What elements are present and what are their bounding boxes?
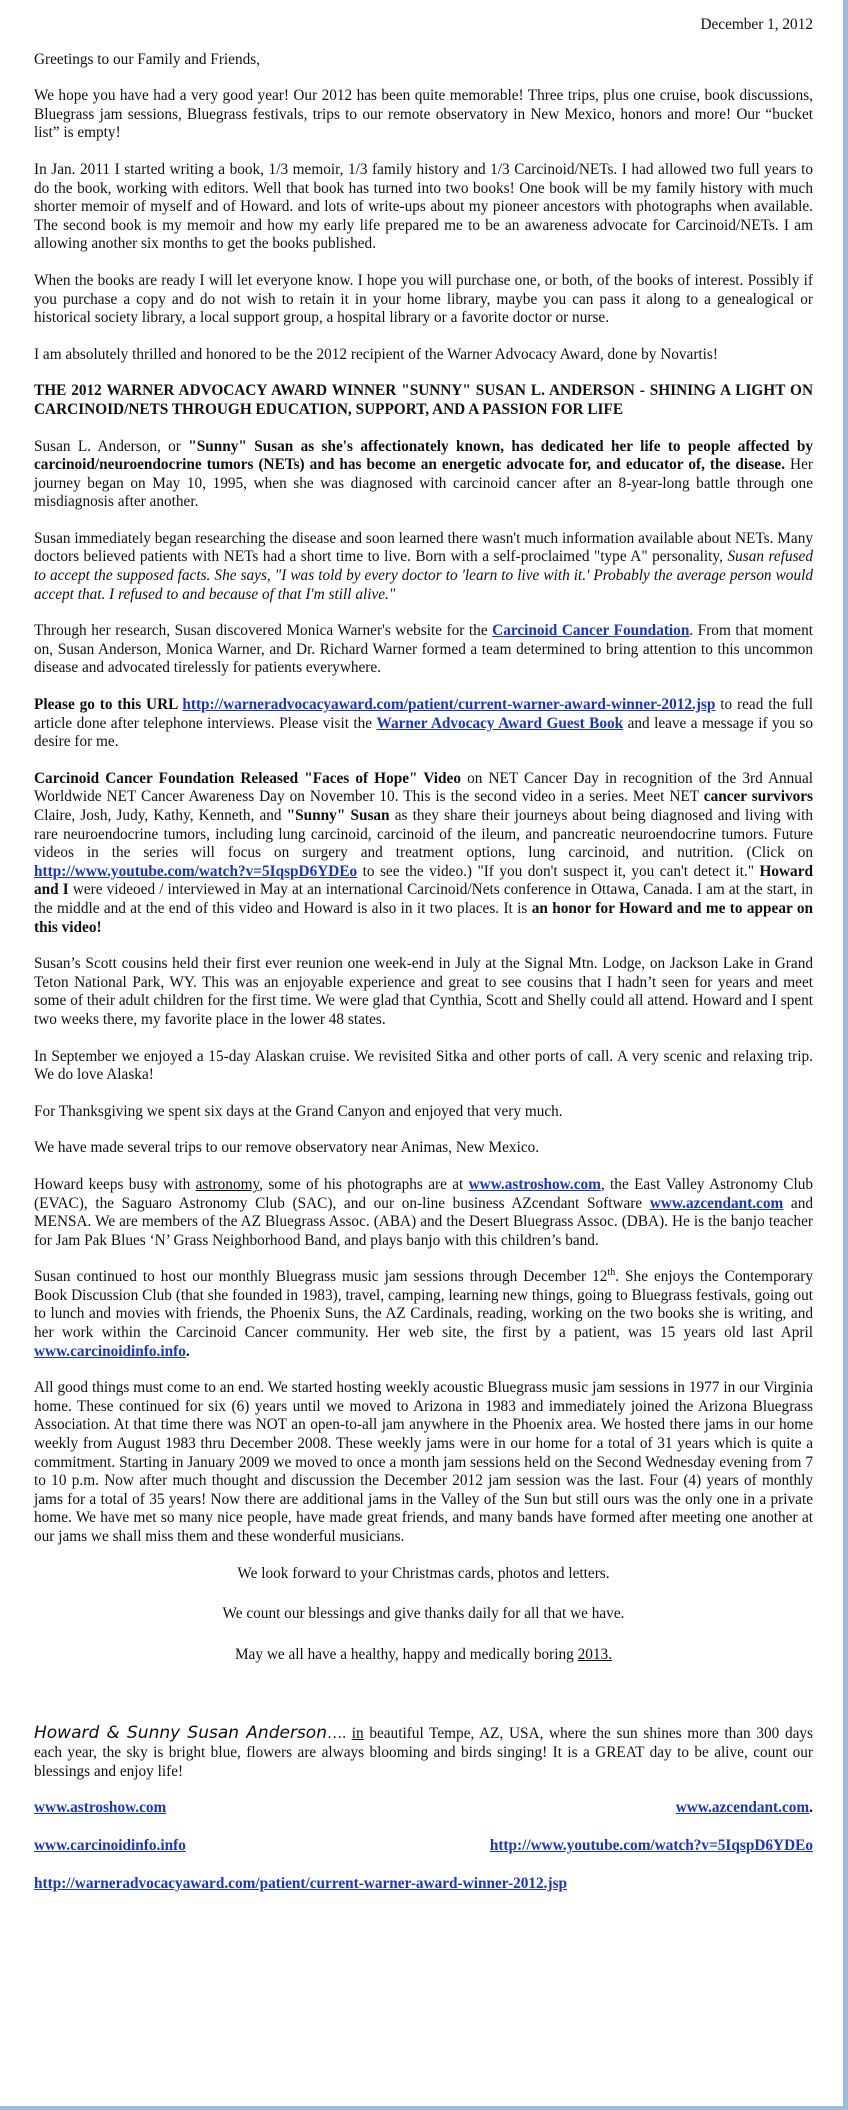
text: and MENSA. We are members of the AZ Bluegrass Assoc. (ABA) and the Desert Bluegrass Assoc. (DBA). He is the banjo teacher for Jam Pak Blues ‘N’ Grass Neighborhood Band, and plays banjo with this children’s band. xyxy=(34,1194,813,1249)
footer-youtube-link[interactable]: http://www.youtube.com/watch?v=5IqspD6YDEo xyxy=(489,1837,813,1855)
text: as they share their journeys about being diagnosed and living with rare neuroendocrine tumors, including lung carcinoid, carcinoid of the ileum, and pancreatic neuroendocrine tumors. Future videos in the series will focus on surgery and treatment options, lung carcinoid, and nutrition. (Click on xyxy=(34,807,813,862)
superscript: th xyxy=(607,1267,616,1279)
footer-links-row-1 xyxy=(34,1799,813,1817)
text: Howard keeps busy with xyxy=(34,1175,196,1193)
text: to read the full article done after telephone interviews. Please visit the xyxy=(34,696,813,732)
paragraph-observatory: We have made several trips to our remove observatory near Animas, New Mexico. xyxy=(34,1139,540,1157)
closing-cards: We look forward to your Christmas cards, photos and letters. xyxy=(237,1564,610,1582)
text: …. xyxy=(326,1725,347,1743)
paragraph-award-intro: I am absolutely thrilled and honored to be the 2012 recipient of the Warner Advocacy Award, done by Novartis! xyxy=(34,345,718,363)
closing-blessings: We count our blessings and give thanks daily for all that we have. xyxy=(222,1605,625,1623)
text: , some of his photographs are at xyxy=(259,1175,469,1193)
text-bold: Carcinoid Cancer Foundation Released "Faces of Hope" Video xyxy=(34,769,461,787)
text: Claire, Josh, Judy, Kathy, Kenneth, and xyxy=(34,807,287,824)
paragraph-howard xyxy=(34,1176,813,1250)
text-bold: an honor for Howard and me to appear on this video! xyxy=(34,899,814,936)
carcinoidinfo-link[interactable]: www.carcinoidinfo.info xyxy=(34,1342,186,1360)
text-bold: Howard and I xyxy=(34,862,813,899)
text: . She enjoys the Contemporary Book Discussion Club (that she founded in 1983), travel, camping, learning new things, going to Bluegrass festivals, going out to lunch and movies with friends, the Phoenix Suns, the AZ Cardinals, reading, working on the two books she is writing, and her work within the Carcinoid Cancer community. Her web site, the first by a patient, was 15 years old last April xyxy=(34,1268,813,1342)
year-text: 2013. xyxy=(577,1645,613,1663)
paragraph-book: In Jan. 2011 I started writing a book, 1/3 memoir, 1/3 family history and 1/3 Carcinoid/NETs. I had allowed two full years to do the book, working with editors. Well that book has turned into two books! One book will be my family history with much shorter memoir of myself and of Howard. and lots of write-ups about my pioneer ancestors with photographs when available. The second book is my memoir and how my early life prepared me to be an awareness advocate for Carcinoid/NETs. I am allowing another six months to get the books published. xyxy=(34,160,813,253)
text-bold: "Sunny" Susan xyxy=(286,807,390,824)
paragraph-url xyxy=(34,696,813,752)
footer-astroshow-link[interactable]: www.astroshow.com xyxy=(34,1799,167,1817)
text: Through her research, Susan discovered Monica Warner's website for the xyxy=(34,622,493,640)
youtube-video-link[interactable]: http://www.youtube.com/watch?v=5IqspD6YDEo xyxy=(34,862,358,880)
paragraph-book-release: When the books are ready I will let everyone know. I hope you will purchase one, or both, of the books of interest. Possibly if you purchase a copy and do not wish to retain it in your home library, maybe you can pass it along to a genealogical or historical society library, a local support group, a hospital library or a favorite doctor or nurse. xyxy=(34,271,813,327)
paragraph-reunion: Susan’s Scott cousins held their first ever reunion one week-end in July at the Signal Mtn. Lodge, on Jackson Lake in Grand Teton National Park, WY. This was an enjoyable experience and great to see cousins that I hadn’t seen for years and meet some of their adult children for the first time. We were glad that Cynthia, Scott and Shelly could all attend. Howard and I spent two weeks there, my favorite place in the lower 48 states. xyxy=(34,955,813,1028)
azcendant-link[interactable]: www.azcendant.com xyxy=(649,1194,784,1212)
text-bold: "Sunny" Susan as she's affectionately known, has dedicated her life to people affected by carcinoid/neuroendocrine tumors (NETs) and has become an energetic advocate for, and educator of, the disease. xyxy=(34,437,813,474)
paragraph-research xyxy=(34,530,813,604)
text: to see the video.) "If you don't suspect it, you can't detect it." xyxy=(357,862,760,880)
paragraph-thanksgiving: For Thanksgiving we spent six days at the Grand Canyon and enjoyed that very much. xyxy=(34,1102,563,1120)
text: Her journey began on May 10, 1995, when she was diagnosed with carcinoid cancer after an 8-year-long battle through one misdiagnosis after another. xyxy=(34,456,813,511)
warner-award-article-link[interactable]: http://warneradvocacyaward.com/patient/current-warner-award-winner-2012.jsp xyxy=(182,696,716,714)
text: and leave a message if you so desire for me. xyxy=(34,714,813,751)
text: Susan continued to host our monthly Bluegrass music jam sessions through December 12 xyxy=(34,1268,608,1286)
paragraph-foundation xyxy=(34,622,813,678)
signature-paragraph xyxy=(34,1724,813,1781)
text-bold: cancer survivors xyxy=(703,788,813,806)
paragraph-cruise: In September we enjoyed a 15-day Alaskan cruise. We revisited Sitka and other ports of call. A very scenic and relaxing trip. We do love Alaska! xyxy=(34,1047,813,1084)
text: . From that moment on, Susan Anderson, Monica Warner, and Dr. Richard Warner formed a team determined to bring attention to this uncommon disease and advocated tirelessly for patients everywhere. xyxy=(34,622,813,677)
footer-links-row-3 xyxy=(34,1875,813,1893)
spacer xyxy=(34,1686,813,1724)
signature-name: Howard & Sunny Susan Anderson xyxy=(34,1723,327,1744)
text-bold: . xyxy=(809,1799,813,1817)
text-bold: Please go to this URL xyxy=(34,696,183,714)
paragraph-jams: All good things must come to an end. We started hosting weekly acoustic Bluegrass music jam sessions in 1977 in our Virginia home. These continued for six (6) years until we moved to Arizona in 1983 and immediately joined the Arizona Bluegrass Association. At that time there was NOT an open-to-all jam anywhere in the Phoenix area. We hosted there jams in our home weekly from August 1983 thru December 2008. These weekly jams were in our home for a total of 31 years which is quite a commitment. Starting in January 2009 we moved to once a month jam sessions held on the Second Wednesday evening from 7 to 10 p.m. Now after much thought and discussion the December 2012 jam session was the last. Four (4) years of monthly jams for a total of 35 years! Now there are additional jams in the Valley of the Sun but still ours was the only one in a private home. We have met so many nice people, have made great friends, and many bands have formed after meeting one another at our jams we shall miss them and these wonderful musicians. xyxy=(34,1379,813,1545)
letter-date: December 1, 2012 xyxy=(700,16,813,33)
text: were videoed / interviewed in May at an international Carcinoid/Nets conference in Ottawa, Canada. I am at the start, in the middle and at the end of this video and Howard is also in it two places. It is xyxy=(34,881,813,917)
footer-links-row-2 xyxy=(34,1837,813,1855)
carcinoid-foundation-link[interactable]: Carcinoid Cancer Foundation xyxy=(492,622,690,640)
text: Susan L. Anderson, or xyxy=(34,437,189,455)
paragraph-year-summary: We hope you have had a very good year! Our 2012 has been quite memorable! Three trips, plus one cruise, book discussions, Bluegrass jam sessions, Bluegrass festivals, trips to our remote observatory in New Mexico, honors and more! Our “bucket list” is empty! xyxy=(34,87,813,142)
warner-guest-book-link[interactable]: Warner Advocacy Award Guest Book xyxy=(376,714,624,732)
astroshow-link[interactable]: www.astroshow.com xyxy=(468,1175,601,1193)
text: Susan immediately began researching the disease and soon learned there wasn't much information available about NETs. Many doctors believed patients with NETs had a short time to live. Born with a self-proclaimed "type A" personality, xyxy=(34,529,813,566)
award-heading: THE 2012 WARNER ADVOCACY AWARD WINNER "SUNNY" SUSAN L. ANDERSON - SHINING A LIGHT ON CARCINOID/NETS THROUGH EDUCATION, SUPPORT, AND A PASSION FOR LIFE xyxy=(34,382,813,418)
text: May we all have a healthy, happy and medically boring xyxy=(234,1645,578,1663)
footer-warner-link[interactable]: http://warneradvocacyaward.com/patient/current-warner-award-winner-2012.jsp xyxy=(34,1875,568,1893)
text-underlined: astronomy xyxy=(195,1175,260,1193)
footer-azcendant-link[interactable]: www.azcendant.com xyxy=(675,1799,810,1817)
text: on NET Cancer Day in recognition of the 3rd Annual Worldwide NET Cancer Awareness Day on November 10. This is the second video in a series. Meet NET xyxy=(34,769,813,806)
text-underlined: in xyxy=(351,1725,364,1743)
text: , the East Valley Astronomy Club (EVAC), the Saguaro Astronomy Club (SAC), and our on-line business AZcendant Software xyxy=(34,1175,813,1212)
text: beautiful Tempe, AZ, USA, where the sun shines more than 300 days each year, the sky is bright blue, flowers are always blooming and birds singing! It is a GREAT day to be alive, count our blessings and enjoy life! xyxy=(34,1725,814,1780)
paragraph-video xyxy=(34,770,813,937)
footer-azcendant-wrap xyxy=(676,1799,813,1817)
paragraph-susan xyxy=(34,1268,813,1361)
paragraph-award-bio xyxy=(34,438,813,512)
closing-wishes xyxy=(34,1646,813,1665)
text-bold: . xyxy=(185,1342,190,1360)
footer-carcinoidinfo-link[interactable]: www.carcinoidinfo.info xyxy=(34,1837,186,1855)
quote-italic: Susan refused to accept the supposed facts. She says, "I was told by every doctor to 'learn to live with it.' Probably the average person would accept that. I refused to and because of that I'm still alive." xyxy=(34,548,813,603)
greeting: Greetings to our Family and Friends, xyxy=(34,50,261,68)
